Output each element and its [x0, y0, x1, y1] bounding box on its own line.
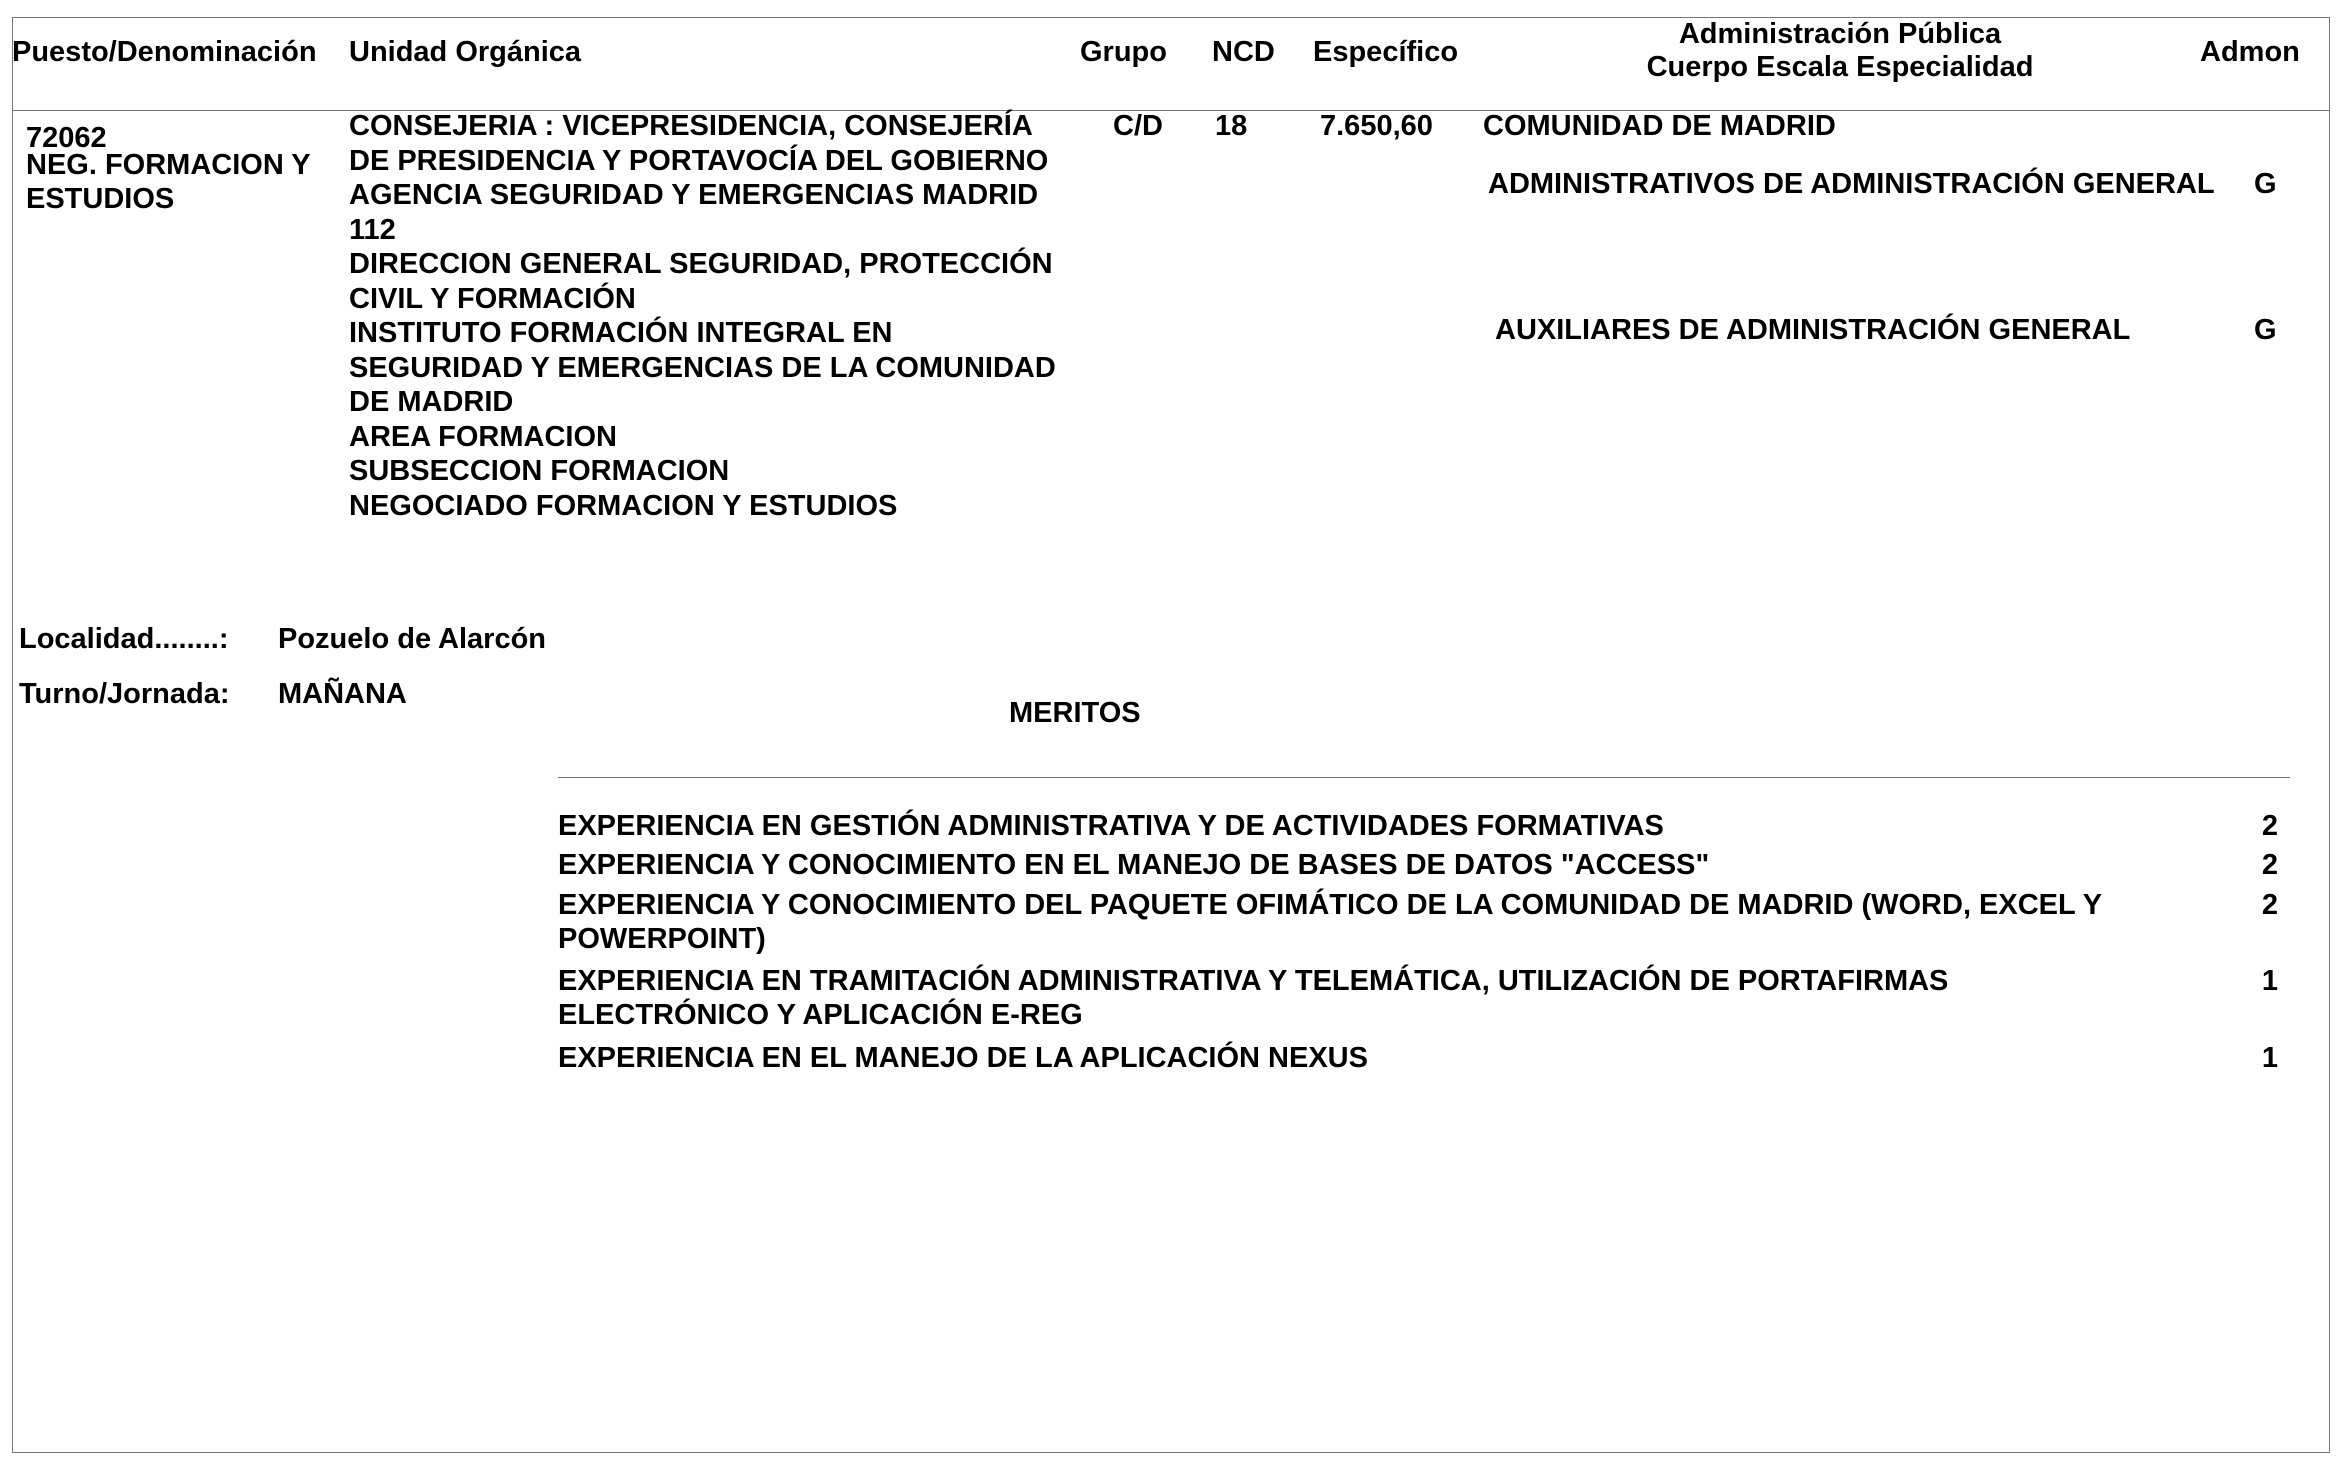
merito-text: EXPERIENCIA Y CONOCIMIENTO EN EL MANEJO DE BASES DE DATOS "ACCESS"	[558, 849, 1710, 881]
header-puesto: Puesto/Denominación	[12, 36, 317, 68]
unidad-line: 112	[349, 213, 396, 246]
header-ncd: NCD	[1212, 36, 1275, 68]
puesto-denominacion-line1: NEG. FORMACION Y	[26, 149, 311, 181]
puesto-codigo: 72062	[26, 122, 107, 154]
unidad-line: CONSEJERIA : VICEPRESIDENCIA, CONSEJERÍA	[349, 110, 1033, 142]
header-cuerpo-escala: Cuerpo Escala Especialidad	[1646, 51, 2034, 83]
unidad-line: SEGURIDAD Y EMERGENCIAS DE LA COMUNIDAD	[349, 351, 1056, 384]
administracion-value: COMUNIDAD DE MADRID	[1483, 110, 1836, 142]
grupo-value: C/D	[1113, 110, 1163, 142]
header-grupo: Grupo	[1080, 36, 1167, 68]
merito-text: EXPERIENCIA Y CONOCIMIENTO DEL PAQUETE OFIMÁTICO DE LA COMUNIDAD DE MADRID (WORD, EXCEL Y POWERPOINT)	[558, 889, 2102, 955]
merito-text: EXPERIENCIA EN TRAMITACIÓN ADMINISTRATIVA Y TELEMÁTICA, UTILIZACIÓN DE PORTAFIRMAS ELECTRÓNICO Y APLICACIÓN E-REG	[558, 965, 1949, 1031]
unidad-line: DIRECCION GENERAL SEGURIDAD, PROTECCIÓN	[349, 248, 1053, 280]
cuerpo-1-admon: G	[2254, 168, 2277, 200]
header-admin-publica: Administración Pública	[1678, 18, 2002, 50]
header-unidad: Unidad Orgánica	[349, 36, 582, 68]
unidad-line: SUBSECCION FORMACION	[349, 455, 730, 487]
merito-points: 2	[2261, 889, 2278, 921]
merito-points: 1	[2261, 965, 2278, 997]
merito-text: EXPERIENCIA EN GESTIÓN ADMINISTRATIVA Y DE ACTIVIDADES FORMATIVAS	[558, 810, 1664, 842]
meritos-title: MERITOS	[1009, 697, 1141, 729]
meritos-divider	[558, 777, 2290, 778]
puesto-denominacion-line2: ESTUDIOS	[26, 183, 175, 215]
ncd-value: 18	[1215, 110, 1248, 142]
merito-points: 1	[2261, 1042, 2278, 1074]
turno-value: MAÑANA	[278, 678, 407, 710]
unidad-line: AGENCIA SEGURIDAD Y EMERGENCIAS MADRID	[349, 179, 1039, 211]
unidad-line: INSTITUTO FORMACIÓN INTEGRAL EN	[349, 317, 893, 349]
merito-text: EXPERIENCIA EN EL MANEJO DE LA APLICACIÓN NEXUS	[558, 1042, 1368, 1074]
unidad-line: DE MADRID	[349, 386, 514, 418]
localidad-label: Localidad........:	[19, 623, 229, 655]
merito-points: 2	[2261, 810, 2278, 842]
cuerpo-2-nombre: AUXILIARES DE ADMINISTRACIÓN GENERAL	[1495, 314, 2131, 346]
turno-label: Turno/Jornada:	[19, 678, 230, 710]
unidad-line: NEGOCIADO FORMACION Y ESTUDIOS	[349, 489, 898, 522]
unidad-line: DE PRESIDENCIA Y PORTAVOCÍA DEL GOBIERNO	[349, 144, 1049, 177]
header-admon: Admon	[2200, 36, 2300, 68]
merito-points: 2	[2261, 849, 2278, 881]
unidad-line: AREA FORMACION	[349, 420, 617, 453]
header-especifico: Específico	[1313, 36, 1459, 68]
especifico-value: 7.650,60	[1320, 110, 1433, 142]
unidad-line: CIVIL Y FORMACIÓN	[349, 282, 636, 315]
cuerpo-2-admon: G	[2254, 314, 2277, 346]
cuerpo-1-nombre: ADMINISTRATIVOS DE ADMINISTRACIÓN GENERAL	[1488, 168, 2215, 200]
localidad-value: Pozuelo de Alarcón	[278, 623, 547, 655]
unidad-organica	[349, 109, 1056, 523]
